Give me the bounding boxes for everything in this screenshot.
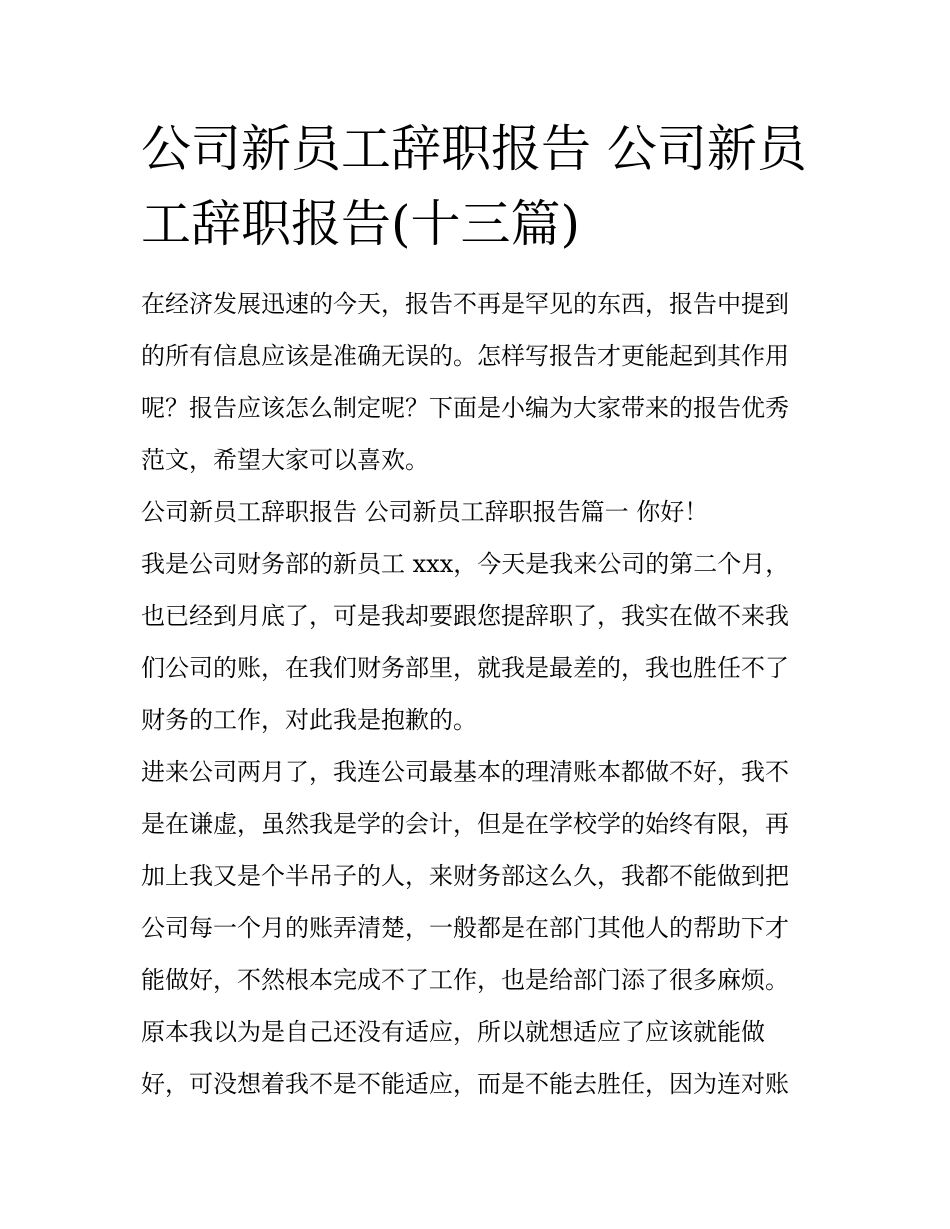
body-line-9: 财务的工作，对此我是抱歉的。	[141, 706, 477, 734]
body-line-16: 好，可没想着我不是不能适应，而是不能去胜任，因为连对账	[141, 1070, 789, 1098]
document-title	[141, 112, 821, 262]
body-line-10: 进来公司两月了，我连公司最基本的理清账本都做不好，我不	[141, 758, 789, 786]
document-body	[141, 278, 821, 1110]
body-line-14: 能做好，不然根本完成不了工作，也是给部门添了很多麻烦。	[141, 966, 789, 994]
body-line-15: 原本我以为是自己还没有适应，所以就想适应了应该就能做	[141, 1018, 765, 1046]
title-line-1: 公司新员工辞职报告 公司新员	[141, 120, 807, 178]
body-line-7: 也已经到月底了，可是我却要跟您提辞职了，我实在做不来我	[141, 602, 789, 630]
body-line-4: 范文，希望大家可以喜欢。	[141, 446, 429, 474]
body-line-6: 我是公司财务部的新员工 xxx，今天是我来公司的第二个月，	[141, 550, 790, 578]
body-line-13: 公司每一个月的账弄清楚，一般都是在部门其他人的帮助下才	[141, 914, 789, 942]
title-line-2: 工辞职报告(十三篇)	[141, 195, 581, 253]
body-line-3: 呢？报告应该怎么制定呢？下面是小编为大家带来的报告优秀	[141, 394, 789, 422]
body-line-12: 加上我又是个半吊子的人，来财务部这么久，我都不能做到把	[141, 862, 789, 890]
body-line-2: 的所有信息应该是准确无误的。怎样写报告才更能起到其作用	[141, 342, 789, 370]
body-line-8: 们公司的账，在我们财务部里，就我是最差的，我也胜任不了	[141, 654, 789, 682]
body-line-1: 在经济发展迅速的今天，报告不再是罕见的东西，报告中提到	[141, 290, 789, 318]
body-line-5: 公司新员工辞职报告 公司新员工辞职报告篇一 你好！	[141, 498, 709, 526]
body-line-11: 是在谦虚，虽然我是学的会计，但是在学校学的始终有限，再	[141, 810, 789, 838]
